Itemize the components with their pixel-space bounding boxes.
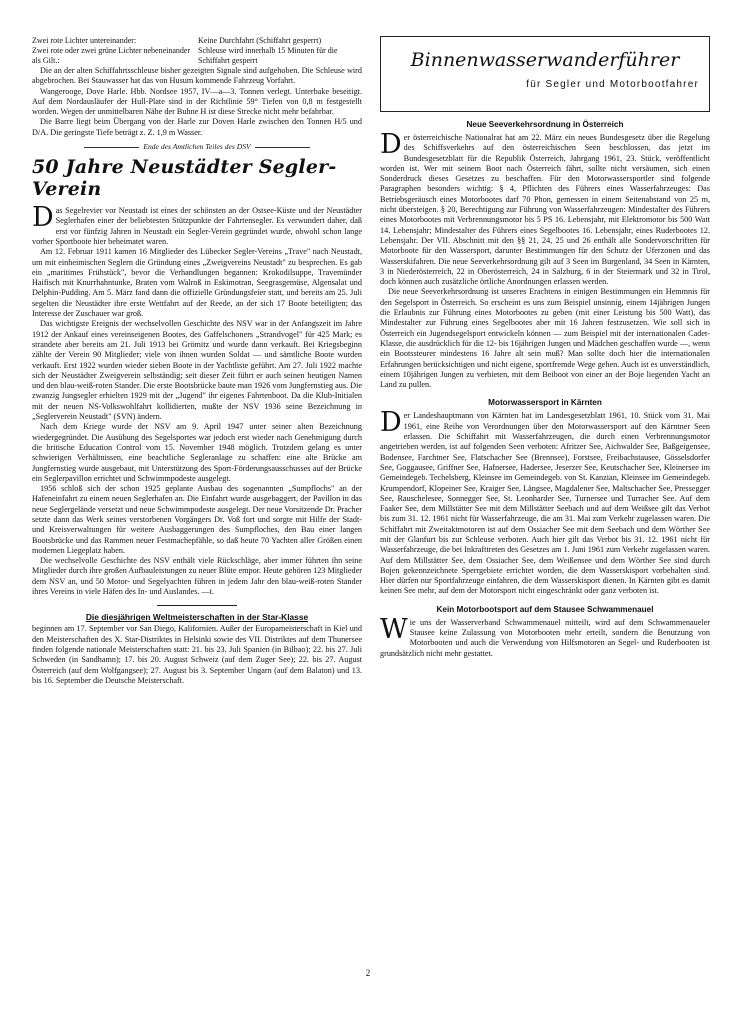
left-column <box>32 36 362 686</box>
dropcap: D <box>380 407 402 439</box>
star-text: beginnen am 17. September vor San Diego, Kalifornien. Außer der Europameisterschaft in Kiel und den Meisterschaften des X. Star-Distriktes in Helsinki sowie des VII. Distriktes auf dem Thunersee finden folgende nationale Meisterschaften statt: 21. bis 23. Juli Spanien (in Bilbao); 22. bis 27. Juli Schweden (in Sandhamn); 17. bis 20. August Schweiz (auf dem Zuger See); 22. bis 27. August Österreich (auf dem Wolfgangsee); 27. August bis 3. September Ungarn (auf dem Balaton) und 13. bis 16. September die Deutsche Meisterschaft. <box>32 624 362 685</box>
section-first-text: er Landeshauptmann von Kärnten hat im Landesgesetzblatt 1961, 10. Stück vom 31. Mai 1961, eine Reihe von Verordnungen über den Motorwassersport auf den Kärntner Seen erlassen. Die Schiffahrt mit Wasserfahrzeugen, die durch einen Verbrennungsmotor angetrieben werden, ist auf folgenden Seen verboten: Afritzer See, Aichwalder See, Baßgeigensee, Bodensee, Farchtner See, Flatschacher See (Brennsee), Forstsee, Freibachstausee, Gösselsdorfer See, Goggausee, Griffner See, Hafnersee, Hadersee, Jeserzer See, Keutschacher See, Kleinersee im Gemeindegeb. Techelsberg, Kleinsee im Gemeindegeb. von St. Kanzian, Kleinsee im Gemeindegeb. Krumpendorf, Klopeiner See, Kraiger See, Längsee, Magdalener See, Maltschacher See, Pressegger See, Rauschelesee, Sonnegger See, St. Leonharder See, Turnersee und Turracher See. Auf dem Faaker See, dem Millstätter See mit dem Millstätter Seebach und auf dem Weißsee gilt das Verbot bis zum 31. 12. 1961 nicht für Wasserfahrzeuge, die am 31. Mai zum Verkehr zugelassen waren. Die Schiffahrt mit Zweitaktmotoren ist auf dem Ossiacher See mit dem Seebach und dem Wörther See mit der Glanfurt bis zur Schleuse verboten. Auch hier gilt das Verbot bis 31. 12. 1961 nicht für Wasserfahrzeuge, die bei Inkrafttreten des Gesetzes am 1. Juni 1961 zum Verkehr zugelassen waren. Auf dem Millstätter See, dem Ossiacher See, dem Weißensee und dem Wörther See sind durch Bojen gekennzeichnete Sperrgebiete errichtet worden, die dem Wasserskisport vorbehalten sind. Hier dürfen nur Sportfahrzeuge einfahren, die dem Wasserskisport dienen. In Kärnten gibt es damit keinen See mehr, auf dem der Motorsport nicht eingeschränkt oder ganz verboten ist. <box>380 411 710 596</box>
end-of-official-note: Ende des Amtlichen Teiles des DSV <box>32 142 362 151</box>
section-heading: Motorwassersport in Kärnten <box>488 398 602 408</box>
section-header-box <box>380 36 710 112</box>
dropcap: D <box>32 202 54 234</box>
article-paragraph: Nach dem Kriege wurde der NSV am 9. April 1947 unter seiner alten Bezeichnung wiedergegründet. Die Ausübung des Segelsportes war jedoch erst wieder nach Genehmigung durch die britische Education Control vom 15. November 1948 möglich. Trotzdem gelang es unter schwierigen Verhältnissen, eine beachtliche Segleranlage zu schaffen: eine alte Brücke am Jungfernstieg wurde ausgebaut, mit Unterstützung des Sport-Förderungsausschusses auf der Brücke ein Seglerpavillon errichtet und Schwimmpodeste ausgelegt. <box>32 422 362 483</box>
section-heading: Kein Motorbootsport auf dem Stausee Schwammenauel <box>436 604 654 614</box>
right-column <box>380 36 710 659</box>
article-paragraph: Am 12. Februar 1911 kamen 16 Mitglieder des Lübecker Segler-Vereins „Trave" nach Neustadt, um mit einheimischen Seglern die Gründung eines „Zweigvereins Neustadt" zu besprechen. Es gab ein „maritimes Frühstück", bevor die Verhandlungen begannen: Krokodilsuppe, Travemünder Haifisch mit Knurrhahntunke, Braten vom Walroß in Eskimotran, Seegrasgemüse, Algensalat und Delphin-Pudding. Am 5. März fand dann die offizielle Gründungsfeier statt, und bereits am 25. Juli segelten die Neustädter ihre erste Wettfahrt auf der Reede, an der sich 17 Boote beteiligten; das Interesse der Zuschauer war groß. <box>32 247 362 319</box>
section-first-text: ie uns der Wasserverband Schwammenauel mitteilt, wird auf dem Schwammenaueler Stausee keine Zulassung von Motorbooten mehr erteilt, sondern die Benutzung von Motorbooten und auch die Verwendung von Hilfsmotoren an Segel- und Ruderbooten ist grundsätzlich nicht mehr gestattet. <box>380 617 710 658</box>
signal-right: Schleuse wird innerhalb 15 Minuten für die Schiffahrt gesperrt <box>198 46 338 65</box>
divider <box>157 605 237 606</box>
notice-paragraph: Wangerooge, Dove Harle. Hbb. Nordsee 1957, IV—a—3. Tonnen verlegt. Unterbake beseitigt. Auf dem Nordausläufer der Hull-Plate sind in der Richtlinie 59° Tiefen von 0,8 m festgestellt worden. Wegen der unmittelbaren Nähe der Buhne H ist diese Strecke nicht mehr befahrbar. <box>32 86 362 117</box>
page-number: 2 <box>365 968 371 978</box>
article-signature: —t. <box>201 587 214 597</box>
dropcap: W <box>380 613 408 645</box>
signal-row <box>32 36 362 46</box>
article-paragraph: 1956 schloß sich der schon 1925 geplante Ausbau des sogenannten „Sumpflochs" an der Hafeneinfahrt zu einem neuen Seglerhafen an. Die Einfahrt wurde ausgebaggert, der Pavillon in das neue Seglergelände versetzt und neue Schwimmpodeste ausgelegt. Der neue Vorsitzende Dr. Pracher setzte dann das Werk seines verstorbenen Vorgängers Dr. Voß fort und sorgte mit Hilfe der Stadt- und Kreisverwaltungen für weitere Ausbaggerungen des Sumpfloches, den Bau einer langen Bootsbrücke und das Rammen neuer Festmachepfähle, so daß heute 70 Yachten aller Größen einen modernen Liegeplatz haben. <box>32 484 362 555</box>
article-first-text: as Segelrevier vor Neustadt ist eines der schönsten an der Ostsee-Küste und der Neustädter Seglerhafen einer der beliebtesten Stützpunkte der Fahrtensegler. Es verwundert daher, daß erst vor fünfzig Jahren in Neustadt ein Segler-Verein gegründet wurde, obwohl schon lange vorher Sportboote hier beheimatet waren. <box>32 206 362 246</box>
signal-right: Keine Durchfahrt (Schiffahrt gesperrt) <box>198 36 322 45</box>
signal-table <box>32 36 362 66</box>
section-paragraph: Die neue Seeverkehrsordnung ist unseres Erachtens in einigen Bestimmungen ein Hemmnis für den Segelsport in Österreich. So erscheint es uns zum Beispiel unsinnig, einem 14jährigen Jungen die Erlaubnis zur Führung eines Motorbootes zu geben (mit einer Leistung bis 500 Watt), das Mindestalter zur Führung eines Segelbootes aber mit 16 Jahren festzusetzen. Wie soll sich in Österreich ein Jugendsegelsport entwickeln können — zum Beispiel mit der internationalen Cadet-Klasse, die ausdrücklich für die 12- bis 16jährigen Jungen und Mädchen geschaffen wurde —, wenn ein Bootssteurer mindestens 16 Jahre alt sein muß? Man sollte doch hier die internationalen Erfahrungen berücksichtigen und nicht eigene, sportfremde Wege gehen. Auch ist es unverständlich, einem 10jährigen Jungen zu verbieten, mit dem Beiboot von einer an der Boje liegenden Yacht an Land zu pullen. <box>380 287 710 390</box>
section-first-paragraph <box>380 613 710 659</box>
notice-paragraph: Die Barre liegt beim Übergang von der Harle zur Doven Harle zwischen den Tonnen H/5 und D/A. Die geringste Tiefe beträgt z. Z. 1,9 m Wasser. <box>32 117 362 137</box>
box-subtitle: für Segler und Motorbootfahrer <box>526 79 699 90</box>
section-first-paragraph <box>380 407 710 596</box>
article-paragraph <box>32 556 362 597</box>
section-heading: Neue Seeverkehrsordnung in Österreich <box>466 120 624 129</box>
notice-paragraph: Die an der alten Schiffahrtsschleuse bisher gezeigten Signale sind aufgehoben. Die Schleuse wird abgebrochen. Bei Stauwasser hat das von Husum kommende Fahrzeug Vorfahrt. <box>32 66 362 86</box>
signal-left: Zwei rote oder zwei grüne Lichter nebeneinander als Gilt.: <box>32 46 191 65</box>
article-title: 50 Jahre Neustädter Segler-Verein <box>32 156 337 201</box>
article-first-paragraph <box>32 202 362 247</box>
article-paragraph: Das wichtigste Ereignis der wechselvollen Geschichte des NSV war in der Anfangszeit im Jahre 1912 der Ankauf eines vereinseigenen Bootes, des Gaffelschoners „Strandvogel" für 425 Mark; es strandete aber bereits am 21. Juli 1913 bei Grömitz und wurde dann verkauft. Bei Kriegsbeginn zählte der Verein 90 Mitglieder; viele von ihnen wurden Soldat — und sämtliche Boote wurden verkauft. Erst 1922 wurden wieder sieben Boote in der Yachtliste geführt. Am 27. Juli 1922 machte sich der Neustädter Zweigverein selbständig; seit dieser Zeit führt er auch seinen heutigen Namen und den blau-weiß-roten Stander. Die erste Bootsbrücke baute man 1926 vom Jungfernstieg aus. Die zwanzig Jungsegler erhielten 1929 mit der „Jugend" ihr eigenes Fahrtenboot. Da die Klub-Initialen mit der neuen NS-Volkswohlfahrt kollidierten, mußte der NSV 1936 seine Bezeichnung in „Seglerverein Neustadt" (SVN) ändern. <box>32 319 362 422</box>
article-last-text: Die wechselvolle Geschichte des NSV enthält viele Rückschläge, aber immer führten ihn seine Mitglieder durch ihre großen Aufbauleistungen zu neuer Blüte empor. Heute gehören 123 Mitglieder dem NSV an, und 50 Motor- und Segelyachten führen in jedem Jahr den blau-weiß-roten Stander ihres Vereins in viele Häfen des In- und Auslandes. <box>32 556 362 597</box>
dropcap: D <box>380 129 402 160</box>
star-heading: Die diesjährigen Weltmeisterschaften in der Star-Klasse <box>85 612 309 623</box>
box-title: Binnenwasserwanderführer <box>410 49 680 71</box>
signal-left: Zwei rote Lichter untereinander: <box>32 36 137 45</box>
signal-row <box>32 46 362 66</box>
section-first-paragraph <box>380 129 710 287</box>
section-first-text: er österreichische Nationalrat hat am 22. März ein neues Bundesgesetz über die Regelung des Schiffsverkehrs auf den österreichischen Seen beschlossen, das jetzt im Bundesgesetzblatt für die Republik Österreich, Jahrgang 1961, 23. Stück, veröffentlicht worden ist. Wer mit seinem Boot nach Österreich fährt, sollte nicht versäumen, sich einen Sonderdruck dieses Gesetzes zu beschaffen. Für den Motorwassersportler sind folgende Paragraphen besonders wichtig: § 4, Pflichten des Führers eines Wasserfahrzeuges: Das Betriebsgeräusch eines Motorbootes darf 70 Phon, gemessen in einem Seitenabstand von 25 m, nicht übersteigen. § 20, Berechtigung zur Führung von Wasserfahrzeugen: Mindestalter des Führers eines Motorbootes mit Verbrennungsmotor bis 5 PS 16. Lebensjahr, mit Elektromotor bis 500 Watt 14. Lebensjahr; Mindestalter des Führers eines Segelbootes 16. Lebensjahr, eines Ruderbootes 12. Lebensjahr. Der VII. Abschnitt mit den §§ 21, 24, 25 und 26 enthält alle Sondervorschriften für Motorboote für den Wassersport, darunter Bestimmungen für den Schutz der Uferzonen und das Wasserskifahren. Die neue Seeverkehrsordnung gilt auf 3 Seen im Burgenland, 34 Seen in Kärnten, 3 in Niederösterreich, 22 in Oberösterreich, 24 in Salzburg, 6 in der Steiermark und 32 in Tirol, doch können auch zusätzliche örtliche Anordnungen erlassen werden. <box>380 133 710 287</box>
